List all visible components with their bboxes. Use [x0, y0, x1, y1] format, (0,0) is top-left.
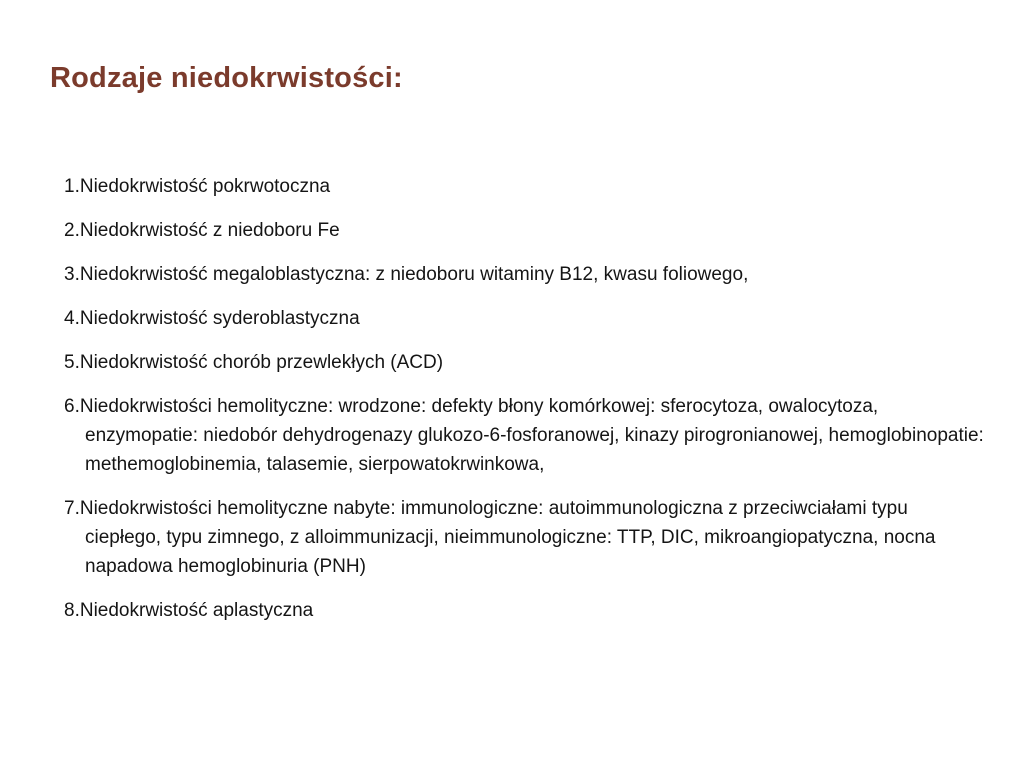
list-item-number: 3. — [64, 264, 80, 285]
list-item — [64, 494, 984, 581]
list-item-number: 5. — [64, 352, 80, 373]
list-item-number: 6. — [64, 396, 80, 417]
list-item-number: 7. — [64, 498, 80, 519]
slide-title: Rodzaje niedokrwistości: — [50, 62, 403, 94]
list-item-text: Niedokrwistość syderoblastyczna — [79, 308, 360, 329]
list-item-text: Niedokrwistości hemolityczne nabyte: immunologiczne: autoimmunologiczna z przeciwciałami typu ciepłego, typu zimnego, z alloimmunizacji, nieimmunologiczne: TTP, DIC, mikroangiopatyczna, nocna napadowa hemoglobinuria (PNH) — [79, 498, 936, 577]
list-item-text: Niedokrwistość pokrwotoczna — [79, 176, 331, 197]
list-item-text: Niedokrwistość megaloblastyczna: z niedoboru witaminy B12, kwasu foliowego, — [79, 264, 749, 285]
list-item-number: 8. — [64, 600, 80, 621]
list-item — [64, 348, 984, 377]
list-item — [64, 216, 984, 245]
list-item — [64, 392, 984, 479]
list-item-text: Niedokrwistość aplastyczna — [79, 600, 314, 621]
list-item-text: Niedokrwistości hemolityczne: wrodzone: defekty błony komórkowej: sferocytoza, owalocytoza, enzymopatie: niedobór dehydrogenazy glukozo-6-fosforanowej, kinazy pirogronianowej, hemoglobinopatie: methemoglobinemia, talasemie, sierpowatokrwinkowa, — [79, 396, 984, 475]
list-item-number: 4. — [64, 308, 80, 329]
list-item-number: 1. — [64, 176, 80, 197]
list-item — [64, 596, 984, 625]
list-item — [64, 172, 984, 201]
list-item-text: Niedokrwistość z niedoboru Fe — [79, 220, 340, 241]
list-item-number: 2. — [64, 220, 80, 241]
list-item — [64, 260, 984, 289]
list-item — [64, 304, 984, 333]
list-item-text: Niedokrwistość chorób przewlekłych (ACD) — [79, 352, 444, 373]
anemia-types-list — [64, 172, 984, 640]
